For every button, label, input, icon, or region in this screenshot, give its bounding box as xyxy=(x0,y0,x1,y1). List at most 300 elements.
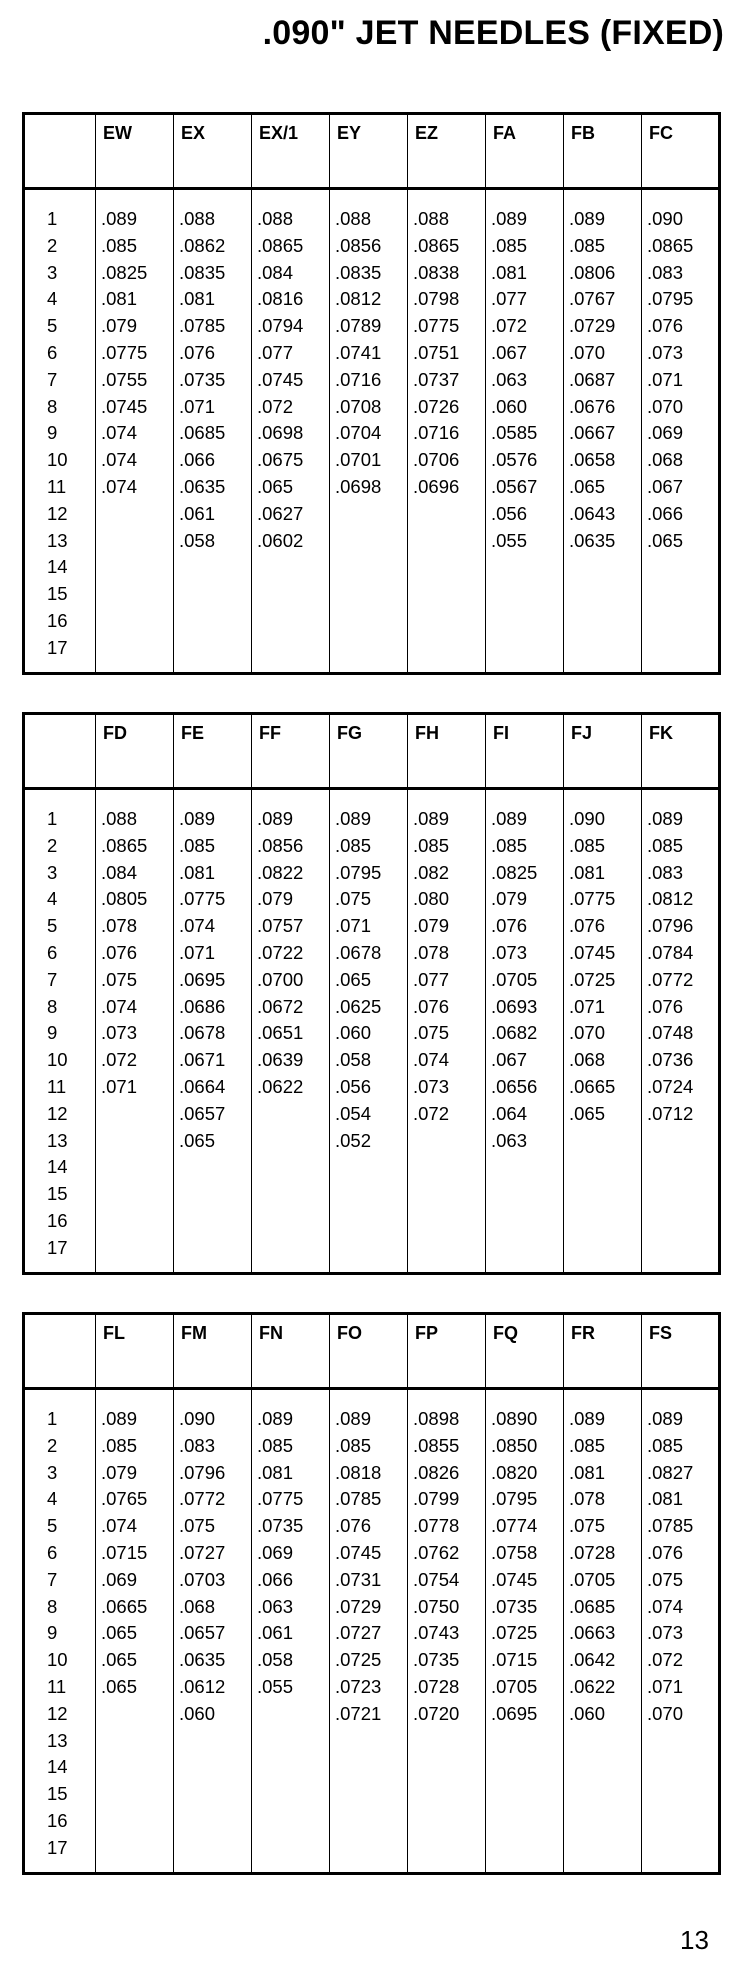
row-number: 8 xyxy=(47,995,58,1017)
row-number-column xyxy=(24,189,96,674)
needle-value: .0705 xyxy=(491,968,538,990)
needle-value: .084 xyxy=(101,861,138,883)
row-number: 1 xyxy=(47,1408,58,1429)
needle-value: .089 xyxy=(101,208,138,229)
page-number: 13 xyxy=(680,1925,709,1955)
needle-value: .089 xyxy=(335,1408,372,1429)
needle-value: .0635 xyxy=(179,1649,226,1671)
row-number: 2 xyxy=(47,234,58,256)
row-number: 5 xyxy=(47,915,58,937)
needle-value: .0835 xyxy=(179,261,226,283)
needle-value: .0745 xyxy=(257,368,304,390)
needle-value: .0576 xyxy=(491,449,538,471)
row-number: 9 xyxy=(47,422,58,444)
needle-value: .073 xyxy=(101,1022,138,1044)
column-header: EY xyxy=(330,114,408,189)
needle-value: .071 xyxy=(179,941,216,963)
needle-value: .065 xyxy=(179,1129,216,1151)
needle-value: .090 xyxy=(647,208,684,229)
needle-value: .085 xyxy=(179,834,216,856)
needle-column xyxy=(330,789,408,1274)
needle-column xyxy=(330,189,408,674)
needle-value: .083 xyxy=(647,261,684,283)
needle-value: .0715 xyxy=(101,1541,148,1563)
needle-value: .0672 xyxy=(257,995,304,1017)
needle-value: .0745 xyxy=(101,395,148,417)
row-number: 10 xyxy=(47,449,68,471)
needle-value: .0585 xyxy=(491,422,538,444)
needle-value: .061 xyxy=(179,502,216,524)
needle-column xyxy=(408,789,486,1274)
needle-column xyxy=(96,1389,174,1874)
needle-value: .0785 xyxy=(179,315,226,337)
needle-value: .0723 xyxy=(335,1675,382,1697)
needle-value: .0727 xyxy=(335,1622,382,1644)
needle-value: .065 xyxy=(257,475,294,497)
needle-value: .090 xyxy=(569,808,606,829)
needle-value: .076 xyxy=(413,995,450,1017)
needle-value: .0862 xyxy=(179,234,226,256)
row-number: 1 xyxy=(47,808,58,829)
needle-value: .085 xyxy=(569,834,606,856)
needle-value: .065 xyxy=(569,475,606,497)
needle-value: .079 xyxy=(491,888,528,910)
row-number: 14 xyxy=(47,556,68,578)
row-number: 3 xyxy=(47,261,58,283)
column-header: FL xyxy=(96,1314,174,1389)
needle-value: .0758 xyxy=(491,1541,538,1563)
row-number: 9 xyxy=(47,1022,58,1044)
needle-value: .076 xyxy=(335,1515,372,1537)
needle-column xyxy=(486,189,564,674)
needle-value: .074 xyxy=(101,449,138,471)
row-number: 7 xyxy=(47,368,58,390)
needle-value: .070 xyxy=(647,1702,684,1724)
needle-value: .0704 xyxy=(335,422,382,444)
needle-value: .0698 xyxy=(257,422,304,444)
column-header: FH xyxy=(408,714,486,789)
needle-value: .0767 xyxy=(569,288,616,310)
needle-value: .058 xyxy=(257,1649,294,1671)
needle-value: .076 xyxy=(101,941,138,963)
needle-value: .0799 xyxy=(413,1488,460,1510)
needle-value: .0826 xyxy=(413,1461,460,1483)
needle-value: .0820 xyxy=(491,1461,538,1483)
needle-value: .075 xyxy=(413,1022,450,1044)
needle-value: .076 xyxy=(179,341,216,363)
row-number: 10 xyxy=(47,1649,68,1671)
needle-value: .0729 xyxy=(335,1595,382,1617)
needle-value: .085 xyxy=(413,834,450,856)
header-row xyxy=(24,714,720,789)
needle-value: .071 xyxy=(647,1675,684,1697)
needle-value: .0735 xyxy=(257,1515,304,1537)
needle-value: .0785 xyxy=(335,1488,382,1510)
column-header: EW xyxy=(96,114,174,189)
row-number: 12 xyxy=(47,502,68,524)
needle-value: .075 xyxy=(647,1568,684,1590)
needle-value: .0735 xyxy=(179,368,226,390)
row-number: 4 xyxy=(47,888,58,910)
row-number: 13 xyxy=(47,1129,68,1151)
needle-value: .0695 xyxy=(179,968,226,990)
needle-value: .0796 xyxy=(179,1461,226,1483)
needle-value: .076 xyxy=(647,315,684,337)
row-number-column xyxy=(24,1389,96,1874)
row-number: 2 xyxy=(47,834,58,856)
needle-value: .075 xyxy=(335,888,372,910)
needle-value: .063 xyxy=(491,368,528,390)
needle-value: .0712 xyxy=(647,1102,694,1124)
needle-table-2 xyxy=(22,712,720,1275)
needle-column xyxy=(564,1389,642,1874)
column-header: FE xyxy=(174,714,252,789)
needle-value: .0743 xyxy=(413,1622,460,1644)
needle-value: .0602 xyxy=(257,529,304,551)
needle-value: .088 xyxy=(413,208,450,229)
needle-value: .0716 xyxy=(413,422,460,444)
needle-value: .083 xyxy=(647,861,684,883)
needle-value: .073 xyxy=(413,1075,450,1097)
needle-value: .0686 xyxy=(179,995,226,1017)
needle-value: .054 xyxy=(335,1102,372,1124)
needle-column xyxy=(330,1389,408,1874)
needle-value: .0665 xyxy=(569,1075,616,1097)
needle-value: .0735 xyxy=(413,1649,460,1671)
needle-value: .069 xyxy=(257,1541,294,1563)
needle-value: .0665 xyxy=(101,1595,148,1617)
needle-value: .0805 xyxy=(101,888,148,910)
needle-value: .070 xyxy=(569,341,606,363)
needle-value: .074 xyxy=(101,995,138,1017)
needle-value: .0796 xyxy=(647,915,694,937)
needle-value: .067 xyxy=(491,341,528,363)
needle-value: .079 xyxy=(257,888,294,910)
needle-value: .085 xyxy=(257,1434,294,1456)
row-number: 10 xyxy=(47,1049,68,1071)
needle-value: .0856 xyxy=(335,234,382,256)
needle-value: .077 xyxy=(413,968,450,990)
needle-value: .068 xyxy=(569,1049,606,1071)
needle-value: .055 xyxy=(257,1675,294,1697)
needle-value: .068 xyxy=(179,1595,216,1617)
row-number: 17 xyxy=(47,1836,68,1858)
column-header: FI xyxy=(486,714,564,789)
needle-value: .089 xyxy=(179,808,216,829)
needle-value: .071 xyxy=(647,368,684,390)
row-number: 1 xyxy=(47,208,58,229)
needle-value: .0678 xyxy=(179,1022,226,1044)
needle-value: .0827 xyxy=(647,1461,694,1483)
needle-value: .0625 xyxy=(335,995,382,1017)
column-header: FP xyxy=(408,1314,486,1389)
needle-value: .0657 xyxy=(179,1622,226,1644)
needle-value: .0682 xyxy=(491,1022,538,1044)
needle-value: .081 xyxy=(647,1488,684,1510)
needle-value: .0784 xyxy=(647,941,694,963)
needle-value: .0715 xyxy=(491,1649,538,1671)
needle-value: .085 xyxy=(101,1434,138,1456)
needle-value: .074 xyxy=(101,475,138,497)
needle-value: .089 xyxy=(491,808,528,829)
row-number: 11 xyxy=(47,475,67,497)
needle-column xyxy=(174,189,252,674)
needle-value: .0794 xyxy=(257,315,304,337)
needle-column xyxy=(252,189,330,674)
needle-value: .089 xyxy=(413,808,450,829)
needle-value: .070 xyxy=(569,1022,606,1044)
needle-value: .0772 xyxy=(179,1488,226,1510)
needle-column xyxy=(642,189,720,674)
needle-value: .071 xyxy=(335,915,372,937)
needle-value: .089 xyxy=(257,808,294,829)
needle-value: .085 xyxy=(569,1434,606,1456)
needle-value: .074 xyxy=(101,422,138,444)
needle-value: .085 xyxy=(491,234,528,256)
needle-value: .0706 xyxy=(413,449,460,471)
needle-value: .0716 xyxy=(335,368,382,390)
needle-value: .081 xyxy=(257,1461,294,1483)
needle-column xyxy=(564,789,642,1274)
needle-value: .0663 xyxy=(569,1622,616,1644)
needle-value: .0627 xyxy=(257,502,304,524)
needle-value: .0635 xyxy=(569,529,616,551)
needle-value: .066 xyxy=(179,449,216,471)
data-row xyxy=(24,1389,720,1874)
data-row xyxy=(24,789,720,1274)
needle-value: .0622 xyxy=(257,1075,304,1097)
needle-column xyxy=(564,189,642,674)
needle-column xyxy=(408,1389,486,1874)
row-number: 14 xyxy=(47,1156,68,1178)
needle-value: .0667 xyxy=(569,422,616,444)
column-header: FD xyxy=(96,714,174,789)
needle-column xyxy=(252,789,330,1274)
data-row xyxy=(24,189,720,674)
needle-value: .0750 xyxy=(413,1595,460,1617)
column-header: EZ xyxy=(408,114,486,189)
needle-value: .074 xyxy=(179,915,216,937)
column-header: FG xyxy=(330,714,408,789)
row-number: 9 xyxy=(47,1622,58,1644)
needle-value: .085 xyxy=(491,834,528,856)
needle-value: .0728 xyxy=(569,1541,616,1563)
row-number: 4 xyxy=(47,288,58,310)
needle-value: .0806 xyxy=(569,261,616,283)
needle-column xyxy=(174,789,252,1274)
needle-value: .072 xyxy=(101,1049,138,1071)
needle-value: .076 xyxy=(569,915,606,937)
needle-value: .065 xyxy=(101,1649,138,1671)
needle-value: .0812 xyxy=(647,888,694,910)
needle-value: .079 xyxy=(101,315,138,337)
needle-value: .081 xyxy=(101,288,138,310)
row-number: 16 xyxy=(47,609,68,631)
needle-value: .067 xyxy=(491,1049,528,1071)
column-header: EX xyxy=(174,114,252,189)
needle-value: .089 xyxy=(569,1408,606,1429)
needle-value: .076 xyxy=(647,995,684,1017)
needle-value: .0698 xyxy=(335,475,382,497)
needle-value: .0635 xyxy=(179,475,226,497)
needle-value: .085 xyxy=(335,1434,372,1456)
needle-value: .078 xyxy=(413,941,450,963)
needle-value: .0642 xyxy=(569,1649,616,1671)
row-number: 12 xyxy=(47,1102,68,1124)
needle-value: .0816 xyxy=(257,288,304,310)
needle-value: .0762 xyxy=(413,1541,460,1563)
needle-size-table xyxy=(22,712,721,1275)
needle-value: .079 xyxy=(413,915,450,937)
needle-value: .066 xyxy=(647,502,684,524)
needle-value: .085 xyxy=(335,834,372,856)
needle-value: .0838 xyxy=(413,261,460,283)
row-number-column xyxy=(24,789,96,1274)
needle-value: .0818 xyxy=(335,1461,382,1483)
needle-value: .072 xyxy=(257,395,294,417)
needle-value: .0567 xyxy=(491,475,538,497)
needle-value: .0755 xyxy=(101,368,148,390)
needle-value: .060 xyxy=(335,1022,372,1044)
needle-value: .0664 xyxy=(179,1075,226,1097)
needle-value: .0671 xyxy=(179,1049,226,1071)
needle-column xyxy=(486,789,564,1274)
needle-value: .072 xyxy=(413,1102,450,1124)
needle-value: .090 xyxy=(179,1408,216,1429)
needle-value: .0693 xyxy=(491,995,538,1017)
column-header: FB xyxy=(564,114,642,189)
needle-value: .0725 xyxy=(491,1622,538,1644)
needle-value: .077 xyxy=(257,341,294,363)
needle-value: .0728 xyxy=(413,1675,460,1697)
row-number: 15 xyxy=(47,1183,68,1205)
needle-value: .073 xyxy=(491,941,528,963)
needle-value: .0675 xyxy=(257,449,304,471)
needle-value: .0865 xyxy=(647,234,694,256)
column-header: FN xyxy=(252,1314,330,1389)
needle-value: .071 xyxy=(179,395,216,417)
needle-value: .089 xyxy=(569,208,606,229)
needle-value: .071 xyxy=(101,1075,138,1097)
needle-value: .068 xyxy=(647,449,684,471)
needle-column xyxy=(96,189,174,674)
needle-value: .0745 xyxy=(491,1568,538,1590)
needle-value: .084 xyxy=(257,261,294,283)
needle-value: .0772 xyxy=(647,968,694,990)
needle-value: .071 xyxy=(569,995,606,1017)
needle-value: .0708 xyxy=(335,395,382,417)
needle-value: .066 xyxy=(257,1568,294,1590)
column-header: FK xyxy=(642,714,720,789)
needle-value: .0775 xyxy=(101,341,148,363)
needle-column xyxy=(96,789,174,1274)
row-number: 6 xyxy=(47,941,58,963)
row-number: 16 xyxy=(47,1809,68,1831)
needle-value: .0751 xyxy=(413,341,460,363)
row-number: 2 xyxy=(47,1434,58,1456)
needle-column xyxy=(486,1389,564,1874)
needle-value: .077 xyxy=(491,288,528,310)
needle-value: .089 xyxy=(647,1408,684,1429)
needle-value: .085 xyxy=(101,234,138,256)
row-number: 12 xyxy=(47,1702,68,1724)
row-number: 5 xyxy=(47,315,58,337)
row-number: 13 xyxy=(47,529,68,551)
needle-value: .088 xyxy=(101,808,138,829)
needle-value: .065 xyxy=(335,968,372,990)
needle-value: .058 xyxy=(179,529,216,551)
header-row xyxy=(24,114,720,189)
needle-value: .0835 xyxy=(335,261,382,283)
needle-value: .0705 xyxy=(491,1675,538,1697)
needle-value: .067 xyxy=(647,475,684,497)
needle-value: .074 xyxy=(647,1595,684,1617)
needle-value: .0741 xyxy=(335,341,382,363)
row-number: 13 xyxy=(47,1729,68,1751)
needle-value: .075 xyxy=(179,1515,216,1537)
needle-value: .0736 xyxy=(647,1049,694,1071)
needle-value: .0890 xyxy=(491,1408,538,1429)
needle-value: .0785 xyxy=(647,1515,694,1537)
needle-value: .0798 xyxy=(413,288,460,310)
needle-value: .072 xyxy=(647,1649,684,1671)
needle-value: .073 xyxy=(647,1622,684,1644)
needle-table-1 xyxy=(22,112,720,675)
needle-value: .0765 xyxy=(101,1488,148,1510)
column-header: FO xyxy=(330,1314,408,1389)
needle-value: .0685 xyxy=(179,422,226,444)
column-header: FS xyxy=(642,1314,720,1389)
needle-value: .0651 xyxy=(257,1022,304,1044)
needle-value: .088 xyxy=(257,208,294,229)
needle-value: .0850 xyxy=(491,1434,538,1456)
needle-column xyxy=(642,1389,720,1874)
needle-value: .0657 xyxy=(179,1102,226,1124)
needle-value: .0726 xyxy=(413,395,460,417)
row-number: 6 xyxy=(47,341,58,363)
column-header: FM xyxy=(174,1314,252,1389)
needle-value: .0727 xyxy=(179,1541,226,1563)
needle-value: .085 xyxy=(569,234,606,256)
needle-value: .088 xyxy=(179,208,216,229)
needle-value: .0705 xyxy=(569,1568,616,1590)
needle-value: .0825 xyxy=(101,261,148,283)
needle-column xyxy=(408,189,486,674)
needle-value: .0825 xyxy=(491,861,538,883)
needle-value: .085 xyxy=(647,834,684,856)
needle-value: .0774 xyxy=(491,1515,538,1537)
needle-value: .078 xyxy=(569,1488,606,1510)
needle-column xyxy=(174,1389,252,1874)
column-header: FC xyxy=(642,114,720,189)
needle-value: .0795 xyxy=(647,288,694,310)
needle-value: .081 xyxy=(569,1461,606,1483)
needle-value: .0700 xyxy=(257,968,304,990)
needle-value: .080 xyxy=(413,888,450,910)
needle-value: .0737 xyxy=(413,368,460,390)
needle-value: .0795 xyxy=(335,861,382,883)
needle-value: .089 xyxy=(491,208,528,229)
needle-value: .052 xyxy=(335,1129,372,1151)
needle-value: .065 xyxy=(101,1675,138,1697)
needle-value: .0775 xyxy=(179,888,226,910)
needle-value: .074 xyxy=(413,1049,450,1071)
row-number: 7 xyxy=(47,1568,58,1590)
needle-value: .075 xyxy=(569,1515,606,1537)
needle-value: .0757 xyxy=(257,915,304,937)
corner-cell xyxy=(24,114,96,189)
needle-value: .0722 xyxy=(257,941,304,963)
